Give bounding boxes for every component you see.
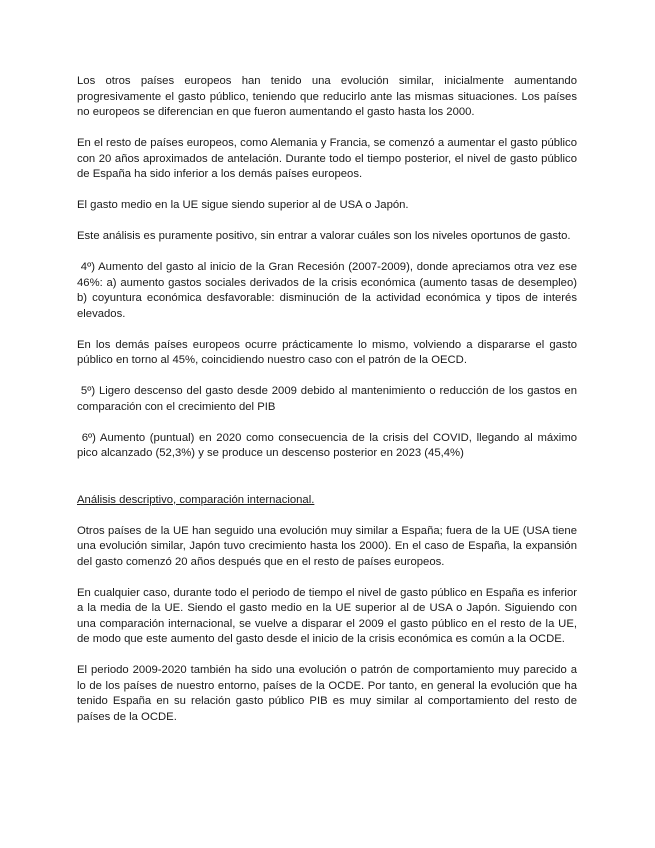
- document-body: [77, 74, 581, 741]
- paragraph-resto-europeos: En el resto de países europeos, como Alemania y Francia, se comenzó a aumentar el gasto público con 20 años aproximados de antelación. Durante todo el tiempo posterior, el nivel de gasto público de España ha sido inferior a los demás países europeos.: [77, 137, 577, 180]
- paragraph-point-5: 5º) Ligero descenso del gasto desde 2009 debido al mantenimiento o reducción de los gastos en comparación con el crecimiento del PIB: [77, 385, 581, 413]
- section-heading: Análisis descriptivo, comparación internacional.: [77, 493, 315, 506]
- paragraph-point-6: 6º) Aumento (puntual) en 2020 como consecuencia de la crisis del COVID, llegando al máximo pico alcanzado (52,3%) y se produce un descenso posterior en 2023 (45,4%): [77, 431, 581, 459]
- paragraph-otros-paises-ue: Otros países de la UE han seguido una evolución muy similar a España; fuera de la UE (USA tiene una evolución similar, Japón tuvo crecimiento hasta los 2000). En el caso de España, la expansión del gasto comenzó 20 años después que en el resto de países europeos.: [77, 524, 577, 568]
- paragraph-evolution-similar: Los otros países europeos han tenido una evolución similar, inicialmente aumentando progresivamente el gasto público, teniendo que reducirlo ante las mismas situaciones. Los países no europeos se diferencian en que fueron aumentando el gasto hasta los 2000.: [77, 75, 577, 118]
- paragraph-periodo-2009-2020: El periodo 2009-2020 también ha sido una evolución o patrón de comportamiento muy parecido a lo de los países de nuestro entorno, países de la OCDE. Por tanto, en general la evolución que ha tenido España en su relación gasto público PIB es muy similar al comportamiento del resto de países de la OCDE.: [77, 664, 577, 723]
- paragraph-gasto-medio-ue: El gasto medio en la UE sigue siendo superior al de USA o Japón.: [77, 199, 409, 211]
- paragraph-cualquier-caso: En cualquier caso, durante todo el periodo de tiempo el nivel de gasto público en España es inferior a la media de la UE. Siendo el gasto medio en la UE superior al de USA o Japón. Siguiendo con una comparación internacional, se vuelve a disparar el 2009 el gasto público en el resto de la UE, de modo que este aumento del gasto desde el inicio de la crisis económica es común a la OCDE.: [77, 586, 577, 645]
- paragraph-analisis-positivo: Este análisis es puramente positivo, sin entrar a valorar cuáles son los niveles oportunos de gasto.: [77, 230, 571, 242]
- paragraph-point-4: 4º) Aumento del gasto al inicio de la Gran Recesión (2007-2009), donde apreciamos otra vez ese 46%: a) aumento gastos sociales derivados de la crisis económica (aumento tasas de desempleo) b) coyuntura económica desfavorable: disminución de la actividad económica y tipos de interés elevados.: [77, 261, 581, 320]
- paragraph-demas-paises: En los demás países europeos ocurre prácticamente lo mismo, volviendo a dispararse el gasto público en torno al 45%, coincidiendo nuestro caso con el patrón de la OECD.: [77, 338, 577, 366]
